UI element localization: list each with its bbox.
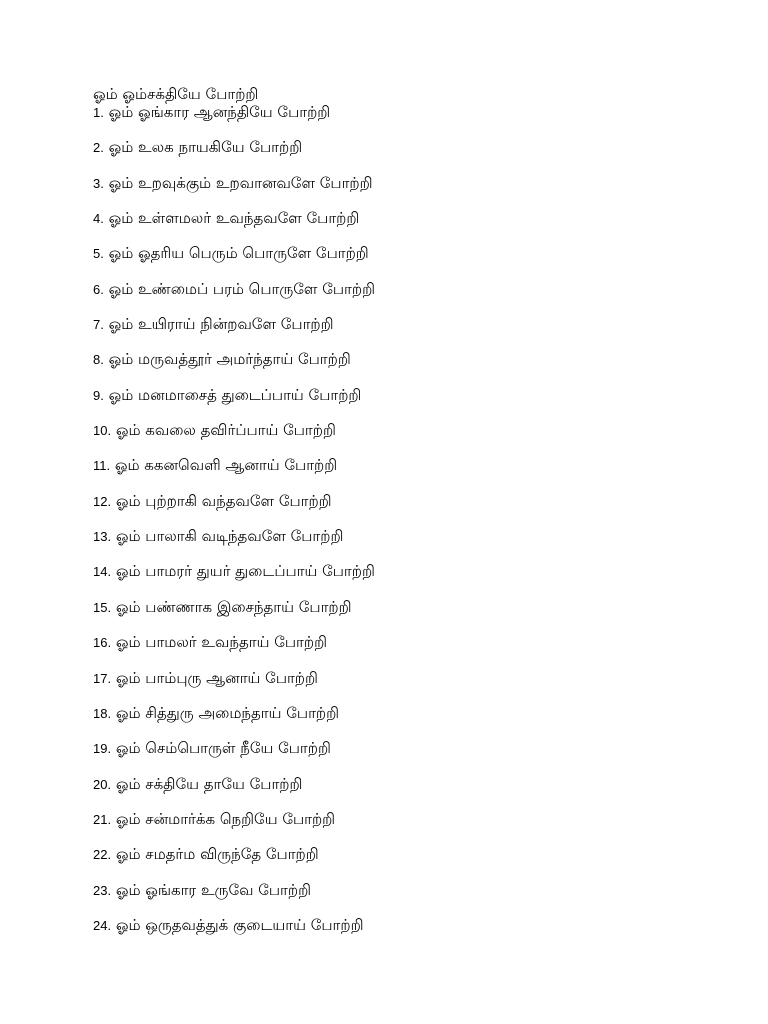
item-number: 14. (93, 564, 112, 580)
list-item (93, 562, 375, 597)
item-number: 8. (93, 352, 104, 368)
list-item (93, 174, 375, 209)
list-item (93, 209, 375, 244)
item-text: ஓம் பாமலர் உவந்தாய் போற்றி (115, 633, 327, 652)
item-text: ஓம் ஓங்கார ஆனந்தியே போற்றி (108, 103, 331, 121)
item-number: 5. (93, 246, 104, 262)
list-item (93, 456, 375, 491)
list-item (93, 244, 375, 279)
item-number: 2. (93, 140, 104, 156)
item-number: 13. (93, 529, 112, 545)
item-number: 11. (93, 458, 111, 474)
list-item (93, 845, 375, 880)
item-number: 12. (93, 493, 112, 509)
item-text: ஓம் புற்றாகி வந்தவளே போற்றி (115, 491, 332, 510)
item-text: ஓம் சக்தியே தாயே போற்றி (115, 774, 303, 793)
item-text: ஓம் உறவுக்கும் உறவானவளே போற்றி (108, 173, 373, 192)
list-item (93, 138, 375, 173)
item-text: ஓம் பண்ணாக இசைந்தாய் போற்றி (115, 597, 352, 616)
item-number: 19. (93, 741, 112, 757)
item-text: ஓம் பாம்புரு ஆனாய் போற்றி (115, 668, 318, 687)
list-item (93, 315, 375, 350)
list-item (93, 386, 375, 421)
item-text: ஓம் மருவத்தூர் அமர்ந்தாய் போற்றி (108, 350, 351, 369)
item-number: 18. (93, 705, 112, 721)
list-item (93, 598, 375, 633)
item-number: 23. (93, 882, 112, 898)
item-number: 4. (93, 211, 104, 227)
item-text: ஓம் சமதர்ம விருந்தே போற்றி (115, 845, 319, 864)
item-text: ஓம் கவலை தவிர்ப்பாய் போற்றி (115, 421, 336, 440)
document-title: ஓம் ஓம்சக்தியே போற்றி (93, 85, 259, 103)
list-item (93, 421, 375, 456)
item-text: ஓம் சன்மார்க்க நெறியே போற்றி (115, 809, 336, 828)
item-number: 15. (93, 599, 112, 615)
item-text: ஓம் பாலாகி வடிந்தவளே போற்றி (115, 527, 344, 546)
item-text: ஓம் ககனவெளி ஆனாய் போற்றி (114, 456, 338, 475)
verse-list (93, 103, 375, 951)
list-item (93, 527, 375, 562)
item-text: ஓம் சித்துரு அமைந்தாய் போற்றி (115, 703, 340, 722)
list-item (93, 492, 375, 527)
list-item (93, 810, 375, 845)
list-item (93, 103, 375, 138)
item-number: 9. (93, 387, 104, 403)
item-text: ஓம் ஒருதவத்துக் குடையாய் போற்றி (115, 915, 364, 934)
list-item (93, 669, 375, 704)
item-number: 22. (93, 847, 112, 863)
item-text: ஓம் உலக நாயகியே போற்றி (108, 138, 303, 157)
item-text: ஓம் பாமரர் துயர் துடைப்பாய் போற்றி (115, 562, 375, 581)
list-item (93, 704, 375, 739)
list-item (93, 739, 375, 774)
item-number: 21. (93, 811, 112, 827)
item-number: 10. (93, 423, 112, 439)
list-item (93, 633, 375, 668)
item-number: 20. (93, 776, 112, 792)
list-item (93, 280, 375, 315)
item-number: 17. (93, 670, 112, 686)
item-text: ஓம் மனமாசைத் துடைப்பாய் போற்றி (108, 385, 362, 404)
list-item (93, 350, 375, 385)
list-item (93, 916, 375, 951)
list-item (93, 775, 375, 810)
item-text: ஓம் ஓங்கார உருவே போற்றி (115, 880, 311, 899)
item-number: 3. (93, 175, 104, 191)
item-number: 7. (93, 317, 104, 333)
item-text: ஓம் செம்பொருள் நீயே போற்றி (115, 739, 331, 758)
list-item (93, 881, 375, 916)
item-text: ஓம் உயிராய் நின்றவளே போற்றி (108, 315, 334, 334)
item-text: ஓம் ஓதரிய பெரும் பொருளே போற்றி (108, 244, 369, 263)
item-number: 16. (93, 635, 112, 651)
item-number: 6. (93, 281, 104, 297)
item-number: 1. (93, 105, 104, 120)
item-text: ஓம் உள்ளமலர் உவந்தவளே போற்றி (108, 209, 360, 228)
item-number: 24. (93, 917, 112, 933)
item-text: ஓம் உண்மைப் பரம் பொருளே போற்றி (108, 279, 375, 298)
